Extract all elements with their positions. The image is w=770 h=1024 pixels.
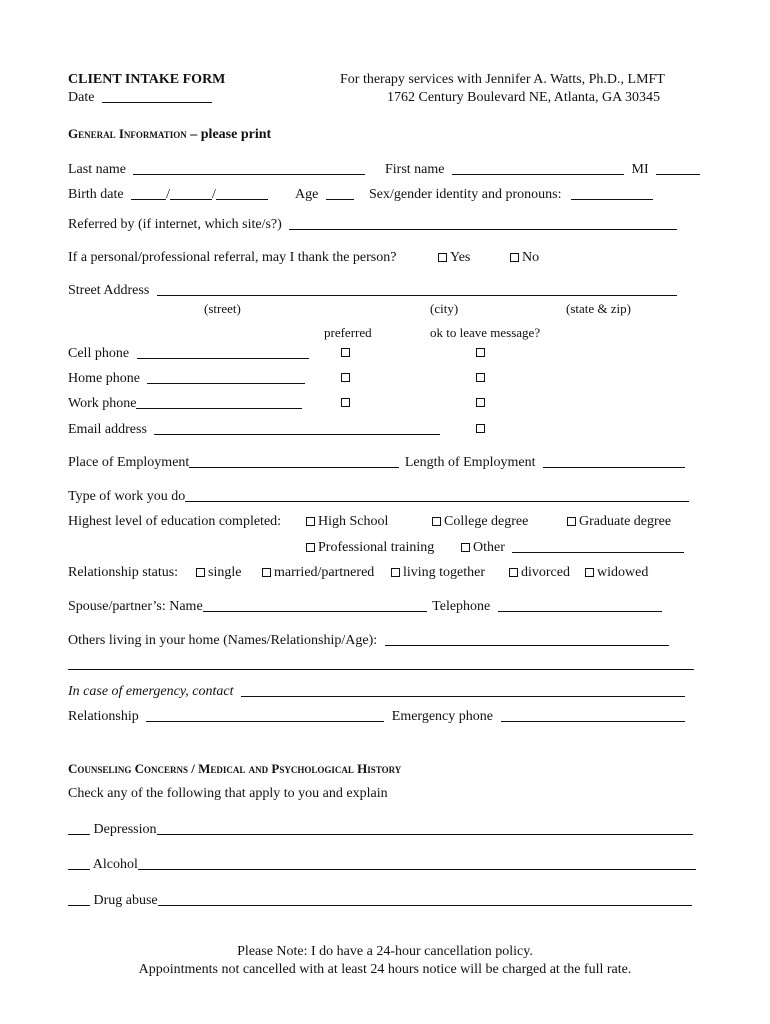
edu-other-option[interactable] bbox=[461, 539, 684, 557]
sex-gender-row bbox=[369, 186, 653, 204]
length-employment-field[interactable] bbox=[543, 454, 685, 468]
cell-phone-field[interactable] bbox=[137, 345, 309, 359]
email-label: Email address bbox=[68, 422, 147, 437]
emergency-contact-row bbox=[68, 683, 685, 701]
others-home-field[interactable] bbox=[385, 632, 669, 646]
spouse-row bbox=[68, 598, 662, 616]
sex-gender-field[interactable] bbox=[571, 186, 653, 200]
cell-phone-row bbox=[68, 345, 309, 363]
yes-label: Yes bbox=[450, 250, 471, 265]
edu-other-field[interactable] bbox=[512, 539, 684, 553]
edu-high-school-option[interactable] bbox=[306, 513, 388, 531]
checkbox-icon[interactable] bbox=[510, 253, 519, 262]
checkbox-icon[interactable] bbox=[306, 543, 315, 552]
history-check-field[interactable] bbox=[68, 856, 90, 870]
referred-by-label: Referred by (if internet, which site/s?) bbox=[68, 217, 282, 232]
street-address-label: Street Address bbox=[68, 283, 150, 298]
home-phone-label: Home phone bbox=[68, 371, 140, 386]
spouse-name-field[interactable] bbox=[203, 598, 427, 612]
type-of-work-label: Type of work you do bbox=[68, 489, 186, 504]
history-explain-field[interactable] bbox=[157, 821, 693, 835]
sub-state-zip-label: (state & zip) bbox=[566, 301, 631, 316]
sex-gender-label: Sex/gender identity and pronouns: bbox=[369, 187, 562, 202]
checkbox-icon[interactable] bbox=[438, 253, 447, 262]
history-item-depression bbox=[68, 821, 693, 839]
history-explain-field[interactable] bbox=[138, 856, 696, 870]
employment-row bbox=[68, 454, 685, 472]
others-home-extra-line[interactable] bbox=[68, 669, 694, 670]
home-preferred-checkbox[interactable] bbox=[341, 373, 350, 382]
general-heading bbox=[68, 125, 271, 144]
checkbox-icon[interactable] bbox=[391, 568, 400, 577]
sub-city-label: (city) bbox=[430, 301, 459, 316]
edu-professional-label: Professional training bbox=[318, 540, 435, 555]
work-preferred-checkbox[interactable] bbox=[341, 398, 350, 407]
referred-by-field[interactable] bbox=[289, 216, 677, 230]
type-of-work-field[interactable] bbox=[185, 488, 689, 502]
date-label: Date bbox=[68, 90, 95, 105]
cell-message-checkbox[interactable] bbox=[476, 348, 485, 357]
edu-college-label: College degree bbox=[444, 514, 529, 529]
general-heading-suffix: – please print bbox=[190, 127, 272, 142]
birth-year-field[interactable] bbox=[216, 186, 268, 200]
birth-date-row: Birth date / / bbox=[68, 186, 268, 204]
edu-other-label: Other bbox=[473, 540, 505, 555]
age-label: Age bbox=[295, 187, 319, 202]
history-check-field[interactable] bbox=[68, 892, 90, 906]
age-row bbox=[295, 186, 354, 204]
last-name-field[interactable] bbox=[133, 161, 365, 175]
history-item-label: Alcohol bbox=[92, 857, 138, 872]
general-heading-text: General Information bbox=[68, 126, 187, 141]
history-explain-field[interactable] bbox=[158, 892, 692, 906]
spouse-name-label: Spouse/partner’s: Name bbox=[68, 599, 203, 614]
footer-note-line1: Please Note: I do have a 24-hour cancellation policy. bbox=[237, 944, 533, 959]
history-instruction: Check any of the following that apply to you and explain bbox=[68, 786, 388, 801]
history-item-label: Depression bbox=[93, 822, 157, 837]
telephone-label: Telephone bbox=[432, 599, 491, 614]
emergency-relationship-row bbox=[68, 708, 685, 726]
checkbox-icon[interactable] bbox=[196, 568, 205, 577]
checkbox-icon[interactable] bbox=[432, 517, 441, 526]
rel-single-label: single bbox=[208, 565, 242, 580]
edu-college-option[interactable] bbox=[432, 513, 528, 531]
thank-no-option[interactable] bbox=[510, 249, 539, 267]
relationship-status-label: Relationship status: bbox=[68, 565, 179, 580]
birth-date-label: Birth date bbox=[68, 187, 124, 202]
provider-line: For therapy services with Jennifer A. Watts, Ph.D., LMFT bbox=[340, 72, 665, 87]
street-address-row bbox=[68, 282, 677, 300]
relationship-field[interactable] bbox=[146, 708, 384, 722]
work-phone-field[interactable] bbox=[136, 395, 302, 409]
home-phone-row bbox=[68, 370, 305, 388]
rel-married-label: married/partnered bbox=[274, 565, 375, 580]
home-message-checkbox[interactable] bbox=[476, 373, 485, 382]
age-field[interactable] bbox=[326, 186, 354, 200]
edu-graduate-label: Graduate degree bbox=[579, 514, 672, 529]
referred-by-row bbox=[68, 216, 677, 234]
history-item-alcohol bbox=[68, 856, 696, 874]
checkbox-icon[interactable] bbox=[262, 568, 271, 577]
cell-preferred-checkbox[interactable] bbox=[341, 348, 350, 357]
form-title: CLIENT INTAKE FORM bbox=[68, 72, 226, 87]
street-address-field[interactable] bbox=[157, 282, 677, 296]
checkbox-icon[interactable] bbox=[306, 517, 315, 526]
work-message-checkbox[interactable] bbox=[476, 398, 485, 407]
place-employment-label: Place of Employment bbox=[68, 455, 190, 470]
thank-question: If a personal/professional referral, may I thank the person? bbox=[68, 250, 397, 265]
history-item-drug-abuse bbox=[68, 892, 692, 910]
education-label: Highest level of education completed: bbox=[68, 514, 282, 529]
col-preferred-label: preferred bbox=[324, 325, 372, 340]
home-phone-field[interactable] bbox=[147, 370, 305, 384]
emergency-phone-field[interactable] bbox=[501, 708, 685, 722]
cell-phone-label: Cell phone bbox=[68, 346, 130, 361]
mi-label: MI bbox=[631, 162, 649, 177]
date-row bbox=[68, 89, 212, 107]
edu-graduate-option[interactable] bbox=[567, 513, 671, 531]
rel-married-option[interactable] bbox=[262, 564, 374, 582]
others-home-label: Others living in your home (Names/Relationship/Age): bbox=[68, 633, 378, 648]
birth-month-field[interactable] bbox=[131, 186, 166, 200]
history-check-field[interactable] bbox=[68, 821, 90, 835]
type-of-work-row bbox=[68, 488, 689, 506]
emergency-contact-label: In case of emergency, contact bbox=[68, 684, 234, 699]
emergency-contact-field[interactable] bbox=[241, 683, 685, 697]
address-line: 1762 Century Boulevard NE, Atlanta, GA 30345 bbox=[387, 90, 660, 105]
email-row bbox=[68, 421, 440, 439]
mi-field[interactable] bbox=[656, 161, 700, 175]
rel-living-label: living together bbox=[403, 565, 486, 580]
place-employment-field[interactable] bbox=[189, 454, 399, 468]
rel-divorced-label: divorced bbox=[521, 565, 570, 580]
relationship-label: Relationship bbox=[68, 709, 139, 724]
sub-street-label: (street) bbox=[204, 301, 241, 316]
checkbox-icon[interactable] bbox=[461, 543, 470, 552]
work-phone-label: Work phone bbox=[68, 396, 137, 411]
thank-yes-option[interactable] bbox=[438, 249, 470, 267]
rel-widowed-label: widowed bbox=[597, 565, 649, 580]
date-field[interactable] bbox=[102, 89, 212, 103]
history-heading: Counseling Concerns / Medical and Psychological History bbox=[68, 761, 402, 776]
email-message-checkbox[interactable] bbox=[476, 424, 485, 433]
last-name-label: Last name bbox=[68, 162, 126, 177]
edu-professional-option[interactable] bbox=[306, 539, 434, 557]
edu-high-school-label: High School bbox=[318, 514, 389, 529]
history-item-label: Drug abuse bbox=[93, 893, 158, 908]
emergency-phone-label: Emergency phone bbox=[391, 709, 493, 724]
rel-living-option[interactable] bbox=[391, 564, 485, 582]
rel-widowed-option[interactable] bbox=[585, 564, 648, 582]
col-ok-message-label: ok to leave message? bbox=[430, 325, 541, 340]
email-field[interactable] bbox=[154, 421, 440, 435]
first-name-field[interactable] bbox=[452, 161, 624, 175]
last-name-row bbox=[68, 161, 365, 179]
work-phone-row bbox=[68, 395, 302, 413]
no-label: No bbox=[522, 250, 540, 265]
rel-divorced-option[interactable] bbox=[509, 564, 570, 582]
first-name-label: First name bbox=[385, 162, 445, 177]
first-name-row bbox=[385, 161, 700, 179]
footer-note-line2: Appointments not cancelled with at least 24 hours notice will be charged at the full rate. bbox=[138, 962, 632, 977]
checkbox-icon[interactable] bbox=[509, 568, 518, 577]
length-employment-label: Length of Employment bbox=[404, 455, 536, 470]
checkbox-icon[interactable] bbox=[567, 517, 576, 526]
birth-day-field[interactable] bbox=[170, 186, 212, 200]
spouse-telephone-field[interactable] bbox=[498, 598, 662, 612]
others-home-row bbox=[68, 632, 669, 650]
rel-single-option[interactable] bbox=[196, 564, 241, 582]
checkbox-icon[interactable] bbox=[585, 568, 594, 577]
